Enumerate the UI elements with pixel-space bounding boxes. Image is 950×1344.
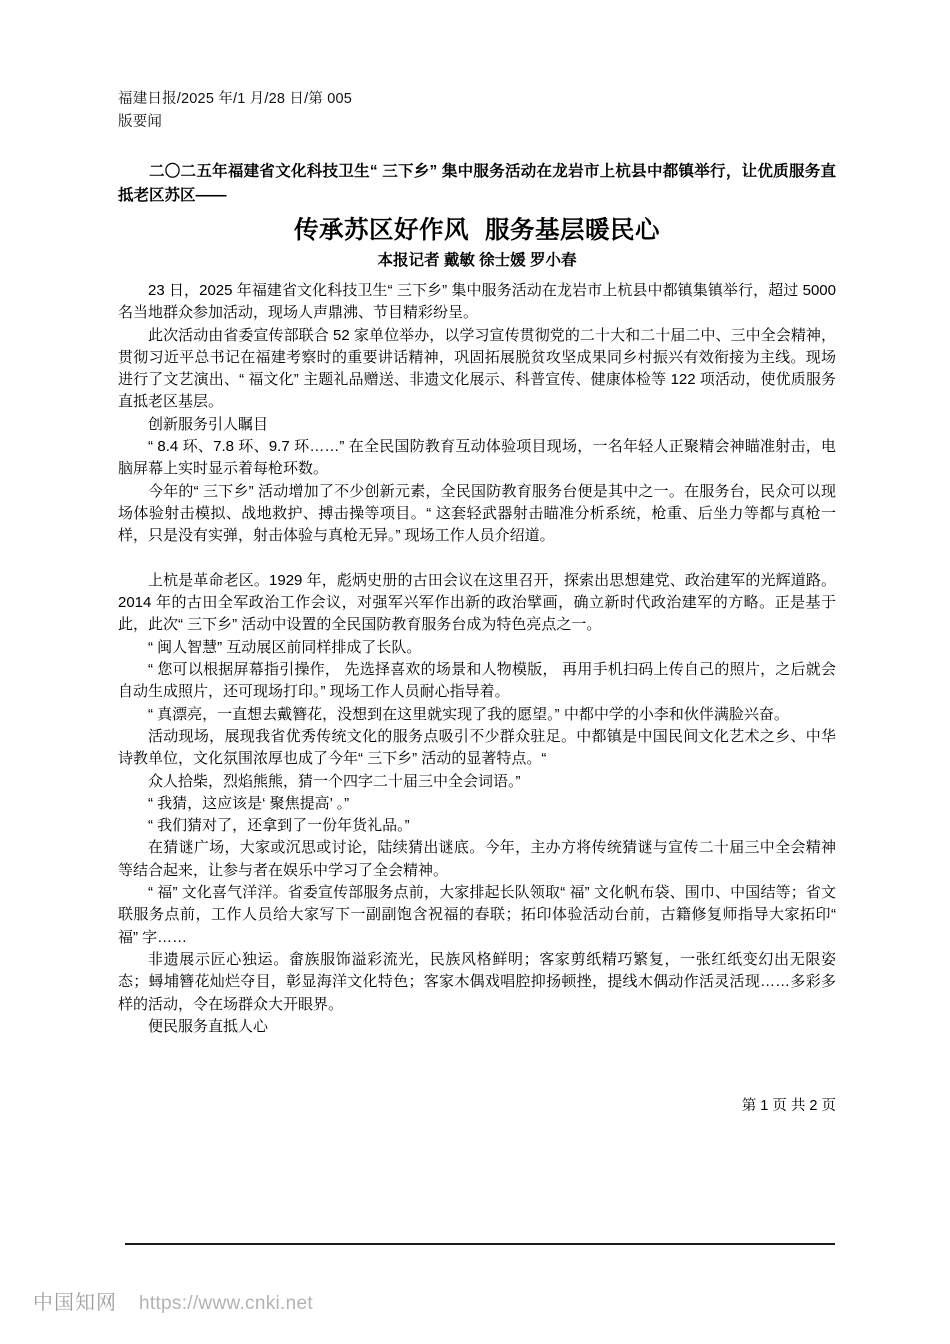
article-paragraph: “ 我们猜对了，还拿到了一份年货礼品。” [148, 817, 410, 835]
masthead [118, 88, 538, 134]
cnki-watermark [33, 1286, 313, 1315]
article-paragraph: “ 我猜，这应该是‘ 聚焦提高’ 。” [148, 794, 350, 812]
headline-part-2: 服务基层暖民心 [485, 217, 660, 244]
article-paragraph: “ 8.4 环、7.8 环、9.7 环……” 在全民国防教育互动体验项目现场，一名年轻人正聚精会神瞄准射击，电脑屏幕上实时显示着每枪环数。 [118, 438, 836, 478]
masthead-line-1: 福建日报/2025 年/1 月/28 日/第 005 [118, 91, 353, 107]
article-paragraph: 非遗展示匠心独运。畲族服饰溢彩流光，民族风格鲜明；客家剪纸精巧繁复，一张红纸变幻出无限姿态；蟳埔簪花灿烂夺目，彰显海洋文化特色；客家木偶戏唱腔抑扬顿挫，提线木偶动作活灵活现……多彩多样的活动，令在场群众大开眼界。 [118, 950, 836, 1013]
watermark-url: https://www.cnki.net [139, 1293, 313, 1314]
title-block [118, 160, 836, 273]
article-paragraph: 23 日，2025 年福建省文化科技卫生“ 三下乡” 集中服务活动在龙岩市上杭县中都镇集镇举行，超过 5000 名当地群众参加活动，现场人声鼎沸、节目精彩纷呈。 [118, 282, 836, 322]
page-number: 第 1 页 共 2 页 [741, 1098, 836, 1114]
masthead-line-2: 版要闻 [118, 114, 163, 130]
byline: 本报记者 戴敏 徐士媛 罗小春 [377, 252, 577, 269]
shoulder-title: 二〇二五年福建省文化科技卫生“ 三下乡” 集中服务活动在龙岩市上杭县中都镇举行，让优质服务直抵老区苏区—— [118, 163, 836, 204]
article-paragraph: 上杭是革命老区。1929 年，彪炳史册的古田会议在这里召开，探索出思想建党、政治建军的光辉道路。2014 年的古田全军政治工作会议，对强军兴军作出新的政治擘画，确立新时代政治建军的方略。正是基于此，此次“ 三下乡” 活动中设置的全民国防教育服务台成为特色亮点之一。 [118, 571, 836, 634]
article-paragraph: “ 福” 文化喜气洋洋。省委宣传部服务点前，大家排起长队领取“ 福” 文化帆布袋、围巾、中国结等；省文联服务点前，工作人员给大家写下一副副饱含祝福的春联；拓印体验活动台前，古籍修复师指导大家拓印“ 福” 字…… [118, 884, 836, 946]
article-paragraph: “ 您可以根据屏幕指引操作， 先选择喜欢的场景和人物模版， 再用手机扫码上传自己的照片，之后就会自动生成照片，还可现场打印。” 现场工作人员耐心指导着。 [118, 661, 836, 701]
footer-divider [125, 1243, 835, 1245]
article-paragraph: 今年的“ 三下乡” 活动增加了不少创新元素，全民国防教育服务台便是其中之一。在服务台，民众可以现场体验射击模拟、战地救护、搏击操等项目。“ 这套轻武器射击瞄准分析系统，枪重、后坐力等都与真枪一样，只是没有实弹，射击体验与真枪无异。” 现场工作人员介绍道。 [118, 482, 836, 545]
article-paragraph: 创新服务引人瞩目 [148, 415, 269, 433]
article-paragraph: 此次活动由省委宣传部联合 52 家单位举办，以学习宣传贯彻党的二十大和二十届二中、三中全会精神，贯彻习近平总书记在福建考察时的重要讲话精神，巩固拓展脱贫攻坚成果同乡村振兴有效衔接为主线。现场进行了文艺演出、“ 福文化” 主题礼品赠送、非遗文化展示、科普宣传、健康体检等 122 项活动，使优质服务直抵老区基层。 [118, 326, 836, 411]
article-paragraph: “ 真漂亮，一直想去戴簪花，没想到在这里就实现了我的愿望。” 中都中学的小李和伙伴满脸兴奋。 [148, 705, 789, 723]
page-title [118, 215, 836, 247]
article-paragraph: “ 闽人智慧” 互动展区前同样排成了长队。 [148, 638, 422, 656]
article-body [118, 280, 836, 1038]
article-paragraph: 众人拾柴，烈焰熊熊，猜一个四字二十届三中全会词语。” [148, 772, 521, 790]
article-paragraph: 在猜谜广场，大家或沉思或讨论，陆续猜出谜底。今年，主办方将传统猜谜与宣传二十届三中全会精神等结合起来，让参与者在娱乐中学习了全会精神。 [118, 839, 836, 879]
watermark-name: 中国知网 [33, 1292, 117, 1314]
article-paragraph: 活动现场，展现我省优秀传统文化的服务点吸引不少群众驻足。中都镇是中国民间文化艺术之乡、中华诗教单位，文化氛围浓厚也成了今年“ 三下乡” 活动的显著特点。“ [118, 727, 836, 768]
article-paragraph: 便民服务直抵人心 [148, 1017, 269, 1035]
headline-part-1: 传承苏区好作风 [294, 217, 469, 244]
